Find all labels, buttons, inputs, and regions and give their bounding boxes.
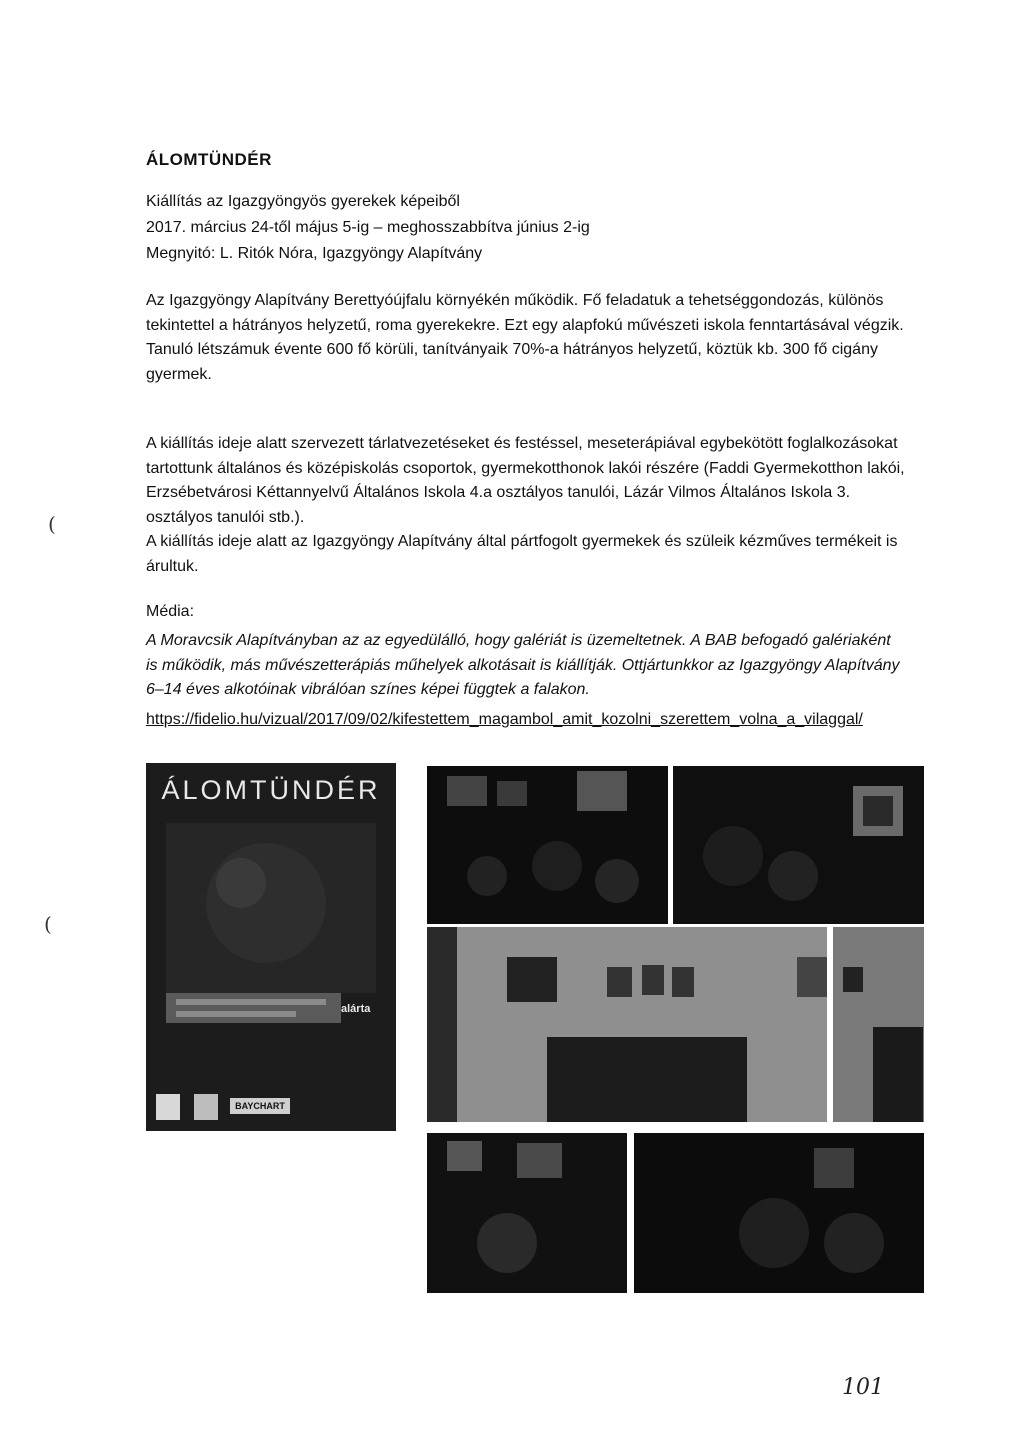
photo-5: [427, 1133, 627, 1293]
activities-section: [146, 432, 906, 579]
exhibition-dates: 2017. március 24-től május 5-ig – meghosszabbítva június 2-ig: [146, 219, 590, 236]
logo-2: [194, 1094, 218, 1120]
logo-1: [156, 1094, 180, 1120]
photo-4: [833, 927, 924, 1122]
foundation-intro: [146, 289, 906, 387]
intro-text: Az Igazgyöngy Alapítvány Berettyóújfalu környékén működik. Fő feladatuk a tehetséggondozás, különös tekintettel a hátrányos helyzetű, roma gyerekekre. Ezt egy alapfokú művészeti iskola fenntartásával végzik. Tanuló létszámuk évente 600 fő körüli, tanítványaik 70%-a hátrányos helyzetű, köztük kb. 300 fő cigány gyermek.: [146, 292, 904, 383]
logo-baychart: BAYCHART: [230, 1098, 290, 1114]
photo-1: [427, 766, 668, 924]
media-quote: [146, 629, 906, 703]
document-title: ÁLOMTÜNDÉR: [146, 150, 272, 169]
photo-2: [673, 766, 924, 924]
activities-text: A kiállítás ideje alatt szervezett tárlatvezetéseket és festéssel, meseterápiával egybekötött foglalkozásokat tartottunk általános és középiskolás csoportok, gyermekotthonok lakói részére (Faddi Gyermekotthon lakói, Erzsébetvárosi Kéttannyelvű Általános Iskola 4.a osztályos tanulói, Lázár Vilmos Általános Iskola 3. osztályos tanulói stb.).: [146, 435, 905, 526]
media-quote-text: A Moravcsik Alapítványban az az egyedülálló, hogy galériát is üzemeltetnek. A BAB befogadó galériaként is működik, más művészetterápiás műhelyek alkotásait is kiállítják. Ottjártunkkor az Igazgyöngy Alapítvány 6–14 éves alkotóinak vibrálóan színes képei függtek a falakon.: [146, 632, 900, 698]
photo-6: [634, 1133, 924, 1293]
media-label: Média:: [146, 603, 195, 620]
margin-mark-1: (: [48, 512, 56, 536]
margin-mark-2: (: [44, 912, 52, 936]
exhibition-opener: Megnyitó: L. Ritók Nóra, Igazgyöngy Alapítvány: [146, 245, 483, 262]
poster-tag: alárta: [341, 1003, 371, 1015]
media-link[interactable]: https://fidelio.hu/vizual/2017/09/02/kifestettem_magambol_amit_kozolni_szerettem_volna_a_vilaggal/: [146, 711, 863, 728]
poster-logos: [146, 1088, 396, 1128]
page-number: 101: [842, 1375, 884, 1400]
poster-title: ÁLOMTÜNDÉR: [161, 775, 381, 805]
poster-artwork: [146, 763, 396, 1131]
photo-3: [427, 927, 827, 1122]
exhibition-poster: [146, 763, 396, 1131]
exhibition-subtitle: Kiállítás az Igazgyöngyös gyerekek képeiből: [146, 193, 460, 210]
sales-text: A kiállítás ideje alatt az Igazgyöngy Alapítvány által pártfogolt gyermekek és szüleik kézműves termékeit is árultuk.: [146, 533, 898, 575]
